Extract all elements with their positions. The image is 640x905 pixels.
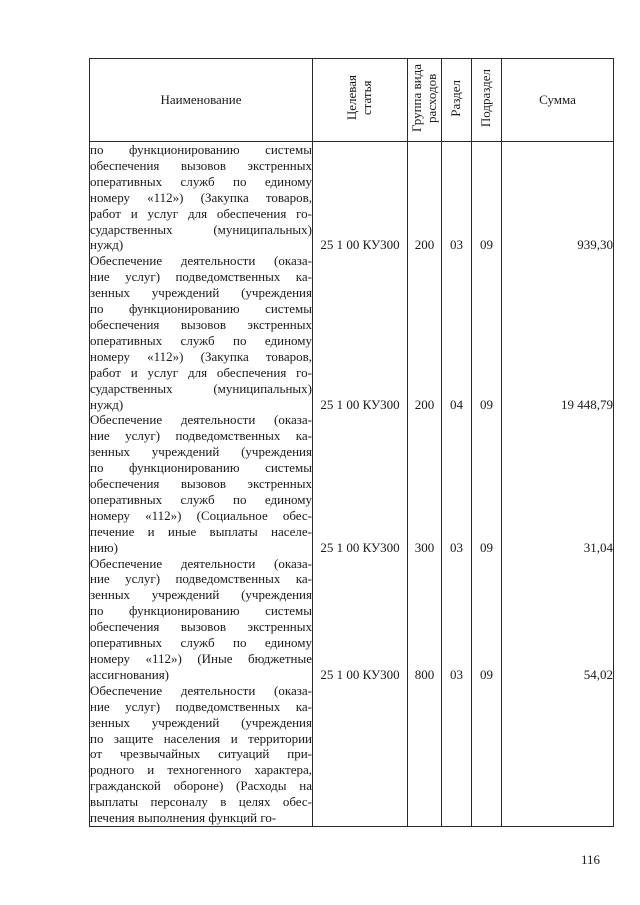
expense-name-line: зенных учреждений (учреждения [90, 444, 312, 460]
expense-name-line: обеспечения вызовов экстренных [90, 316, 312, 332]
expense-name-cell [90, 556, 313, 683]
expense-name-line: по функционированию системы [90, 603, 312, 619]
expense-name-line: оперативных служб по единому [90, 491, 312, 507]
expense-name-line: ние услуг) подведомственных ка- [90, 698, 312, 714]
sum-cell: 54,02 [502, 556, 614, 683]
expense-name-line: работ и услуг для обеспечения го- [90, 205, 312, 221]
table-row [90, 683, 614, 827]
expense-name-line: по функционированию системы [90, 301, 312, 317]
expense-group-cell [408, 683, 442, 827]
expense-name-line: зенных учреждений (учреждения [90, 285, 312, 301]
sum-cell [502, 683, 614, 827]
header-subsection: Подраздел [472, 59, 502, 142]
subsection-cell: 09 [472, 253, 502, 412]
expense-name-line: номеру «112») (Закупка товаров, [90, 348, 312, 364]
expense-group-cell: 800 [408, 556, 442, 683]
subsection-cell: 09 [472, 556, 502, 683]
section-cell: 03 [442, 556, 472, 683]
expense-name-line: нию) [90, 539, 118, 555]
page-number: 116 [580, 852, 600, 867]
expense-name-line: зенных учреждений (учреждения [90, 714, 312, 730]
expense-group-cell: 200 [408, 253, 442, 412]
target-article-cell: 25 1 00 КУ300 [313, 556, 408, 683]
expense-name-line: номеру «112») (Иные бюджетные [90, 651, 312, 666]
header-target: Целевая статья [313, 59, 408, 142]
expense-name-line: Обеспечение деятельности (оказа- [90, 412, 312, 428]
table-header-row [90, 59, 614, 142]
expense-name-line: оперативных служб по единому [90, 635, 312, 651]
expense-name-line: обеспечения вызовов экстренных [90, 157, 312, 173]
expense-name-line: нужд) [90, 396, 124, 412]
expense-name-line: нужд) [90, 237, 124, 253]
section-cell [442, 683, 472, 827]
budget-table [89, 58, 614, 827]
table-row [90, 556, 614, 683]
expense-name-line: Обеспечение деятельности (оказа- [90, 555, 312, 571]
expense-name-line: ние услуг) подведомственных ка- [90, 269, 312, 285]
expense-name-line: по защите населения и территории [90, 730, 312, 746]
expense-name-line: номеру «112») (Закупка товаров, [90, 189, 312, 205]
expense-name-line: Обеспечение деятельности (оказа- [90, 682, 312, 698]
section-cell: 03 [442, 142, 472, 254]
expense-group-cell: 200 [408, 142, 442, 254]
expense-name-line: ассигнования) [90, 666, 170, 682]
subsection-cell: 09 [472, 142, 502, 254]
expense-name-line: гражданской обороне) (Расходы на [90, 778, 312, 794]
expense-name-line: зенных учреждений (учреждения [90, 587, 312, 603]
header-group: Группа вида расходов [408, 59, 442, 142]
subsection-cell [472, 683, 502, 827]
expense-name-line: оперативных служб по единому [90, 173, 312, 189]
target-article-cell [313, 683, 408, 827]
expense-name-line: сударственных (муниципальных) [90, 221, 312, 237]
expense-name-line: по функционированию системы [90, 142, 312, 157]
expense-name-cell [90, 412, 313, 555]
expense-name-line: по функционированию системы [90, 460, 312, 476]
subsection-cell: 09 [472, 412, 502, 555]
expense-name-line: Обеспечение деятельности (оказа- [90, 253, 312, 269]
section-cell: 03 [442, 412, 472, 555]
expense-name-cell [90, 683, 313, 827]
expense-name-line: печения выполнения функций го- [90, 810, 277, 826]
expense-name-line: оперативных служб по единому [90, 332, 312, 348]
header-section: Раздел [442, 59, 472, 142]
expense-name-line: от чрезвычайных ситуаций при- [90, 746, 312, 762]
header-name: Наименование [90, 59, 313, 142]
expense-name-line: печение и иные выплаты населе- [90, 523, 312, 539]
expense-name-line: ние услуг) подведомственных ка- [90, 571, 312, 587]
expense-name-line: обеспечения вызовов экстренных [90, 619, 312, 635]
sum-cell: 31,04 [502, 412, 614, 555]
expense-name-line: родного и техногенного характера, [90, 762, 312, 778]
expense-name-line: сударственных (муниципальных) [90, 380, 312, 396]
sum-cell: 939,30 [502, 142, 614, 254]
target-article-cell: 25 1 00 КУ300 [313, 142, 408, 254]
expense-name-line: номеру «112») (Социальное обес- [90, 507, 312, 523]
expense-name-line: выплаты персоналу в целях обес- [90, 794, 312, 810]
expense-name-line: обеспечения вызовов экстренных [90, 476, 312, 492]
sum-cell: 19 448,79 [502, 253, 614, 412]
target-article-cell: 25 1 00 КУ300 [313, 412, 408, 555]
expense-group-cell: 300 [408, 412, 442, 555]
table-row [90, 253, 614, 412]
header-sum: Сумма [502, 59, 614, 142]
expense-name-cell [90, 142, 313, 254]
section-cell: 04 [442, 253, 472, 412]
table-row [90, 142, 614, 254]
table-row [90, 412, 614, 555]
expense-name-cell [90, 253, 313, 412]
expense-name-line: работ и услуг для обеспечения го- [90, 364, 312, 380]
expense-name-line: ние услуг) подведомственных ка- [90, 428, 312, 444]
target-article-cell: 25 1 00 КУ300 [313, 253, 408, 412]
